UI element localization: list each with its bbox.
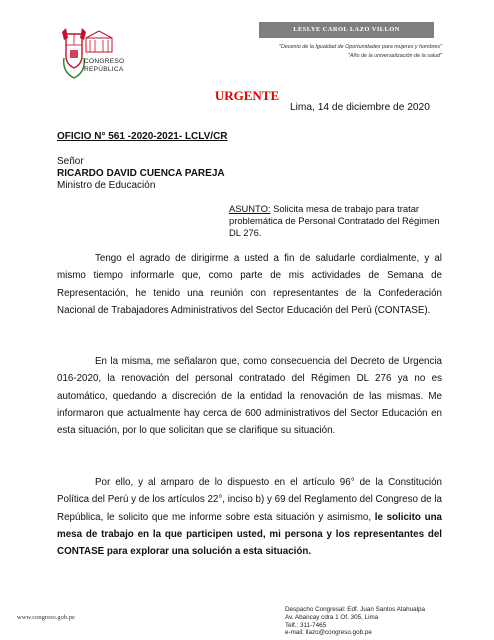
body-paragraph-1: Tengo el agrado de dirigirme a usted a fin de saludarle cordialmente, y al mismo tiempo informarle que, como parte de mis actividades de Semana de Representación, he tenido una reunión con representantes de la Confederación Nacional de Trabajadores Administrativos del Sector Educación del Perú (CONTASE). — [57, 253, 442, 316]
letter-date: Lima, 14 de diciembre de 2020 — [290, 102, 430, 113]
paragraph-3-request: le solicito una mesa de trabajo en la que participen usted, mi persona y los representantes del CONTASE para explorar una solución a esta situación. — [57, 511, 443, 558]
body-paragraph-3 — [57, 474, 442, 560]
decenio-motto: "Decenio de la Igualdad de Oportunidades para mujeres y hombres" — [279, 44, 442, 50]
body-paragraph-2: En la misma, me señalaron que, como consecuencia del Decreto de Urgencia 016-2020, la renovación del personal contratado del Régimen DL 276 ya no es automático, quedando a discreción de la entidad la renovación de las mismas. Me informaron que actualmente hay cerca de 600 administrativos del Sector Educación en esta situación, por lo que solicitan que se clarifique su situación. — [57, 356, 442, 437]
footer-phone: Telf.: 311-7465 — [285, 621, 327, 629]
footer-website-link[interactable]: www.congreso.gob.pe — [17, 614, 75, 621]
footer-email[interactable]: e-mail: llazo@congreso.gob.pe — [285, 629, 372, 637]
urgente-heading: URGENTE — [214, 88, 280, 103]
recipient-title: Ministro de Educación — [57, 180, 156, 191]
asunto-block — [229, 203, 442, 239]
recipient-name: RICARDO DAVID CUENCA PAREJA — [57, 168, 225, 179]
footer-address: Av. Abancay cdra 1 Of. 305, Lima — [285, 613, 379, 621]
year-motto: "Año de la universalización de la salud" — [347, 53, 442, 59]
footer-contact-block — [285, 606, 425, 637]
logo-text-congreso: CONGRESO — [84, 58, 125, 65]
asunto-text: Solicita mesa de trabajo para tratar problemática de Personal Contratado del Régimen DL 276. — [229, 203, 440, 238]
recipient-salutation: Señor — [57, 156, 84, 167]
footer-despacho: Despacho Congresal: Edf. Juan Santos Atahualpa — [285, 606, 426, 613]
paragraph-3-text: Por ello, y al amparo de lo dispuesto en el artículo 96° de la Constitución Política del Perú y de los artículos 22°, inciso b) y 69 del Reglamento del Congreso de la República, le solicito que me informe sobre esta situación y asimismo, — [57, 477, 442, 523]
logo-text-republica: REPÚBLICA — [84, 66, 124, 73]
asunto-label: ASUNTO: — [229, 203, 271, 214]
congresista-name-bar: LESLYE CAROL LAZO VILLON — [259, 22, 434, 38]
oficio-number: OFICIO N° 561 -2020-2021- LCLV/CR — [57, 131, 228, 142]
